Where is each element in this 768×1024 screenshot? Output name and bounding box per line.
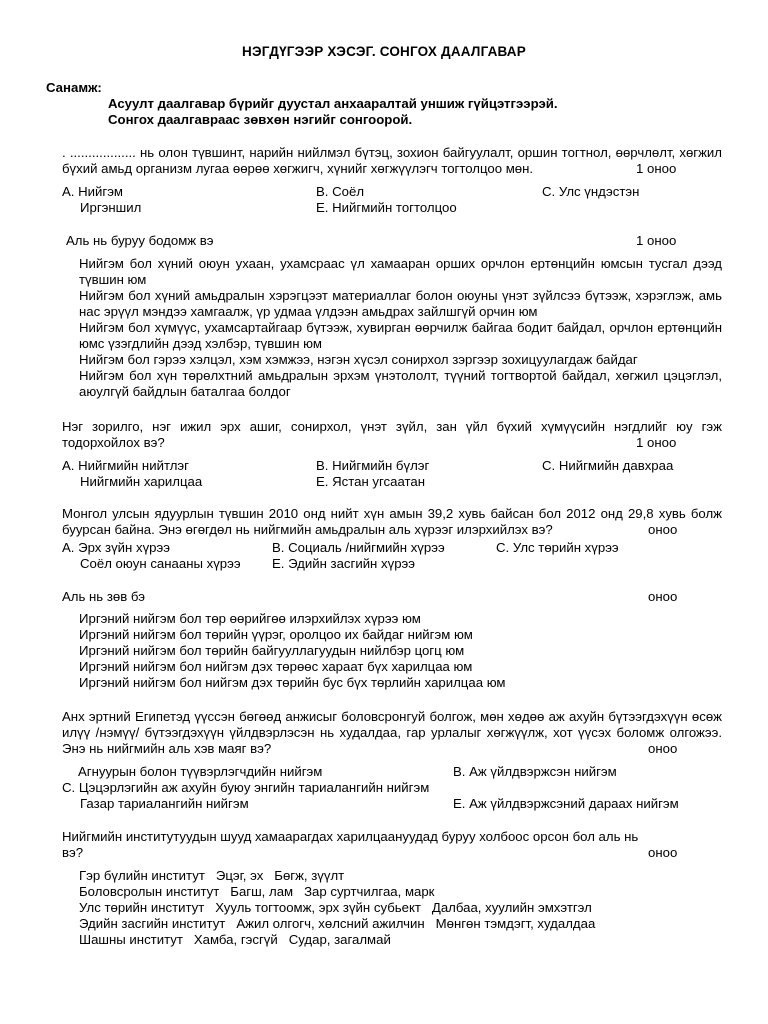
question-7-text: Нийгмийн институтуудын шууд хамаарагдах харилцаануудад буруу холбоос орсон бол аль нь вэ? [62, 829, 639, 860]
question-6-option-a[interactable]: Агнуурын болон түүвэрлэгчдийн нийгэм [78, 764, 323, 779]
question-6-option-c[interactable]: C. Цэцэрлэгийн аж ахуйн буюу энгийн тариалангийн нийгэм [62, 780, 430, 795]
question-3-option-a[interactable]: A. Нийгмийн нийтлэг [62, 458, 189, 473]
question-7-points: оноо [648, 845, 678, 860]
question-7 [62, 829, 642, 861]
question-5-option-2[interactable]: Иргэний нийгэм бол төрийн үүрэг, оролцоо их байдаг нийгэм юм [79, 627, 473, 642]
question-3-option-b[interactable]: B. Нийгмийн бүлэг [316, 458, 430, 473]
question-2-option-1[interactable]: Нийгэм бол хүний оюун ухаан, ухамсраас үл хамааран орших орчлон ертөнцийн юмсын тусгал дээд түвшин юм [79, 256, 722, 287]
question-1-text: . .................. нь олон түвшинт, нарийн нийлмэл бүтэц, зохион байгуулалт, оршин тогтнол, өөрчлөлт, хөгжил бүхий амьд организм лугаа өөрөө хөгжигч, хүнийг хөгжүүлэгч тогтолцоо мөн. [62, 145, 722, 176]
question-1 [62, 145, 722, 177]
note-line-2: Сонгох даалгавраас зөвхөн нэгийг сонгоорой. [108, 112, 413, 127]
question-5-option-3[interactable]: Иргэний нийгэм бол төрийн байгууллагуудын нийлбэр цогц юм [79, 643, 465, 658]
question-6-points: оноо [648, 741, 678, 756]
question-2-option-2[interactable]: Нийгэм бол хүний амьдралын хэрэгцээт материаллаг болон оюуны үнэт зүйлсээ бүтээж, хэрэглэж, амь нас эрүүл мэндээ хамгаалж, үр удмаа үлдээн амьдрах зайлшгүй орчин юм [79, 288, 722, 319]
question-1-points: 1 оноо [636, 161, 677, 176]
question-3-text: Нэг зорилго, нэг ижил эрх ашиг, сонирхол, үнэт зүйл, зан үйл бүхий хүмүүсийн нэгдлийг юу гэж тодорхойлох вэ? [62, 419, 722, 450]
question-1-option-d[interactable]: Иргэншил [80, 200, 142, 215]
question-5-text: Аль нь зөв бэ [62, 589, 146, 604]
question-4-option-c[interactable]: C. Улс төрийн хүрээ [496, 540, 619, 555]
question-7-option-5[interactable]: Шашны институт Хамба, гэсгүй Судар, загалмай [79, 932, 391, 947]
question-2-option-4[interactable]: Нийгэм бол гэрээ хэлцэл, хэм хэмжээ, нэгэн хүсэл сонирхол зэргээр зохицуулагдаж байдаг [79, 352, 638, 367]
question-3-option-e[interactable]: E. Ястан угсаатан [316, 474, 426, 489]
question-4 [62, 506, 722, 538]
question-4-option-b[interactable]: B. Социаль /нийгмийн хүрээ [272, 540, 445, 555]
question-5-option-5[interactable]: Иргэний нийгэм бол нийгэм дэх төрийн бус бүх төрлийн харилцаа юм [79, 675, 506, 690]
question-4-option-a[interactable]: A. Эрх зүйн хүрээ [62, 540, 170, 555]
question-6-option-e[interactable]: E. Аж үйлдвэржсэний дараах нийгэм [453, 796, 679, 811]
question-1-option-e[interactable]: E. Нийгмийн тогтолцоо [316, 200, 457, 215]
section-title: НЭГДҮГЭЭР ХЭСЭГ. СОНГОХ ДААЛГАВАР [242, 44, 526, 59]
question-6 [62, 709, 722, 757]
question-6-option-d[interactable]: Газар тариалангийн нийгэм [80, 796, 249, 811]
question-7-option-1[interactable]: Гэр бүлийн институт Эцэг, эх Бөгж, зүүлт [79, 868, 345, 883]
question-4-text: Монгол улсын ядуурлын түвшин 2010 онд нийт хүн амын 39,2 хувь байсан бол 2012 онд 29,8 хувь болж буурсан байна. Энэ өгөгдөл нь нийгмийн амьдралын аль хүрээг илэрхийлэх вэ? [62, 506, 722, 537]
question-3 [62, 419, 722, 451]
question-3-option-d[interactable]: Нийгмийн харилцаа [80, 474, 203, 489]
question-7-option-4[interactable]: Эдийн засгийн институт Ажил олгогч, хөлсний ажилчин Мөнгөн тэмдэгт, худалдаа [79, 916, 596, 931]
question-4-points: оноо [648, 522, 678, 537]
question-5-option-4[interactable]: Иргэний нийгэм бол нийгэм дэх төрөөс хараат бүх харилцаа юм [79, 659, 473, 674]
question-1-option-c[interactable]: C. Улс үндэстэн [542, 184, 640, 199]
question-6-text: Анх эртний Египетэд үүссэн бөгөөд анжисыг боловсронгуй болгож, мөн хөдөө аж ахуйн бүтээгдэхүүн өсөж илүү /нэмүү/ бүтээгдэхүүн үйлдвэрлэсэн нь худалдаа, гар урлалыг хөгжүүлж, хот үүсэх боломж олгожээ. Энэ нь нийгмийн аль хэв маяг вэ? [62, 709, 722, 756]
question-2-text: Аль нь буруу бодомж вэ [66, 233, 214, 248]
question-7-option-2[interactable]: Боловсролын институт Багш, лам Зар суртчилгаа, марк [79, 884, 435, 899]
question-6-option-b[interactable]: B. Аж үйлдвэржсэн нийгэм [453, 764, 617, 779]
question-7-option-3[interactable]: Улс төрийн институт Хууль тогтоомж, эрх зүйн субьект Далбаа, хуулийн эмхэтгэл [79, 900, 592, 915]
question-5-points: оноо [648, 589, 678, 604]
question-3-points: 1 оноо [636, 435, 677, 450]
note-label: Санамж: [46, 80, 102, 95]
question-3-option-c[interactable]: C. Нийгмийн давхраа [542, 458, 674, 473]
question-2-option-3[interactable]: Нийгэм бол хүмүүс, ухамсартайгаар бүтээж, хувирган өөрчилж байгаа бодит байдал, орчлон ертөнцийн юмс үзэгдлийн дээд хэлбэр, түвшин юм [79, 320, 722, 351]
question-4-option-e[interactable]: E. Эдийн засгийн хүрээ [272, 556, 415, 571]
question-5-option-1[interactable]: Иргэний нийгэм бол төр өөрийгөө илэрхийлэх хүрээ юм [79, 611, 421, 626]
question-4-option-d[interactable]: Соёл оюун санааны хүрээ [80, 556, 241, 571]
question-1-option-a[interactable]: A. Нийгэм [62, 184, 123, 199]
note-line-1: Асуулт даалгавар бүрийг дуустал анхааралтай уншиж гүйцэтгээрэй. [108, 96, 558, 111]
question-1-option-b[interactable]: B. Соёл [316, 184, 365, 199]
question-2-points: 1 оноо [636, 233, 677, 248]
question-2-option-5[interactable]: Нийгэм бол хүн төрөлхтний амьдралын эрхэм үнэтололт, түүний тогтвортой байдал, хөгжил цэцэглэл, аюулгүй байдлын баталгаа болдог [79, 368, 722, 399]
